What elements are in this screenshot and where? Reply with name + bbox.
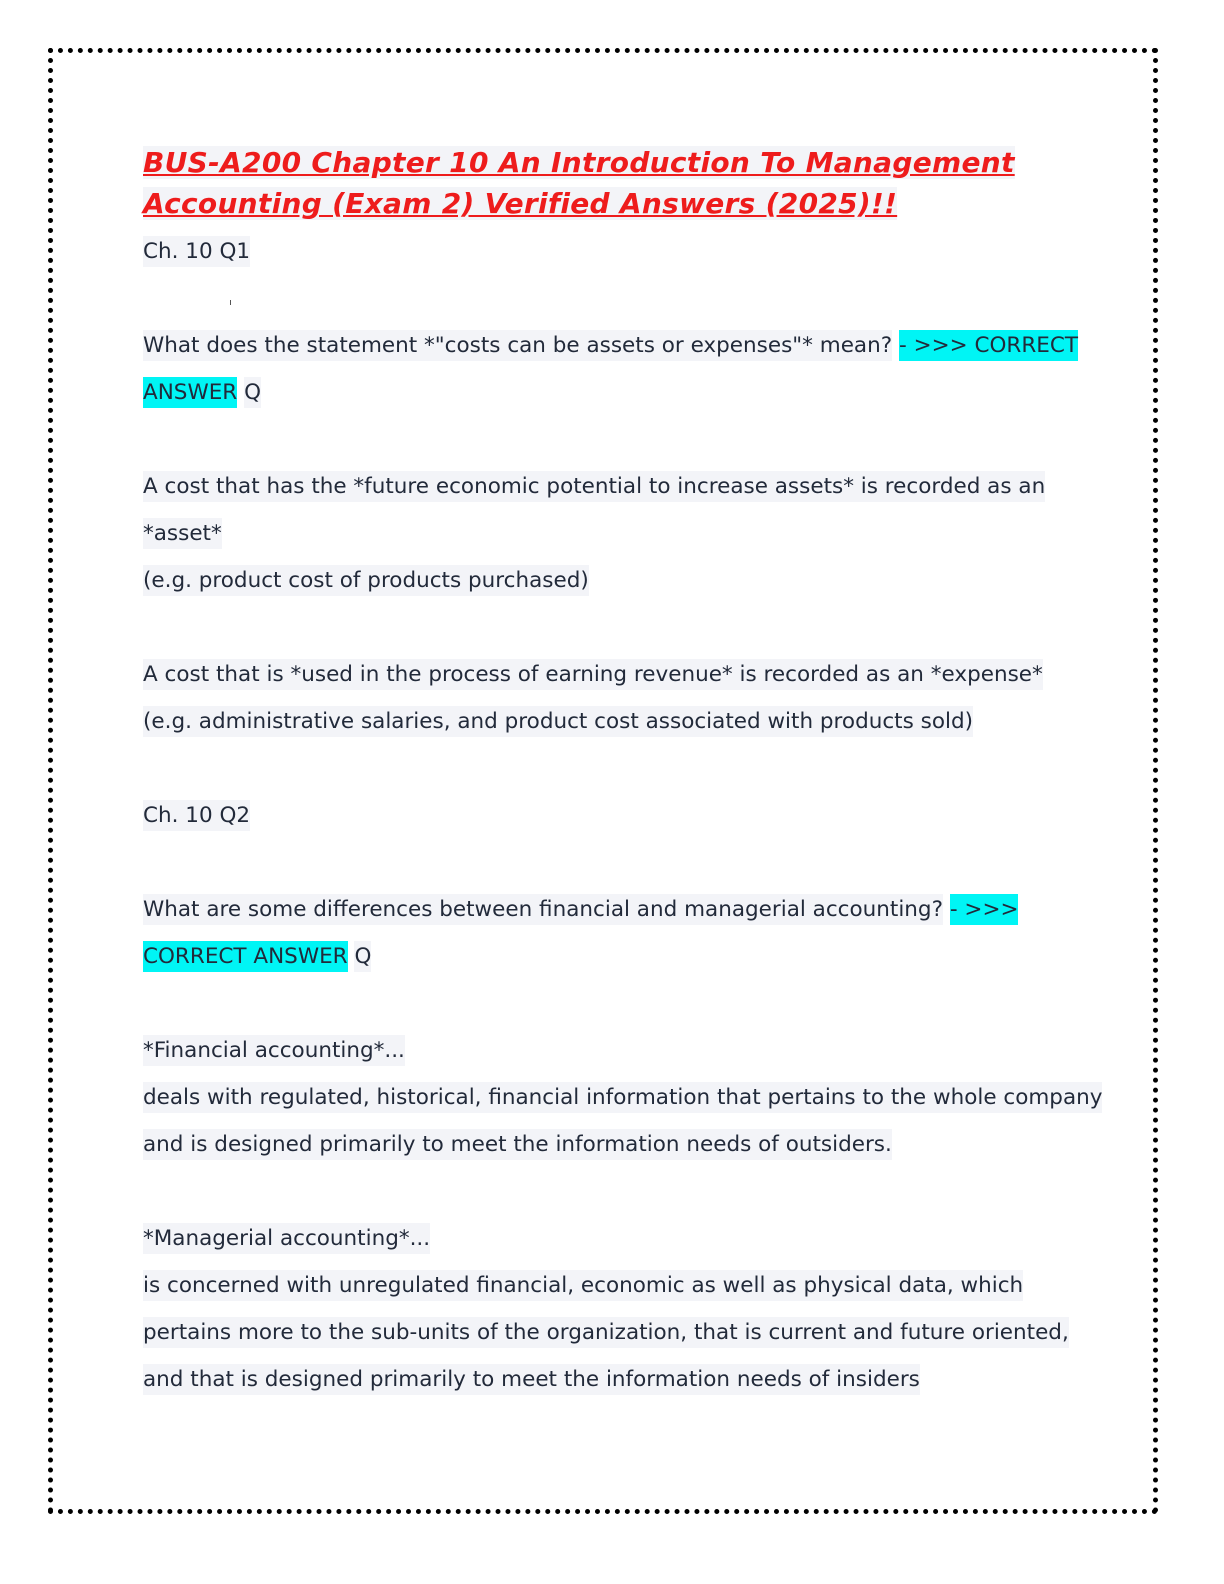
q1-answer-line: A cost that has the *future economic potential to increase assets* is recorded as an (143, 463, 1083, 510)
q2-question-cont (143, 933, 1083, 980)
q1-answer-line: (e.g. product cost of products purchased) (143, 557, 1083, 604)
q1-q-suffix: Q (244, 377, 261, 408)
q1-answer-line: *asset* (143, 510, 1083, 557)
q2-answer-line: and is designed primarily to meet the information needs of outsiders. (143, 1121, 1083, 1168)
q2-correct-answer-marker-cont: CORRECT ANSWER (143, 941, 348, 972)
q2-heading: Ch. 10 Q2 (143, 792, 1083, 839)
q1-question (143, 322, 1083, 369)
q1-correct-answer-marker-cont: ANSWER (143, 377, 237, 408)
q2-answer-line: deals with regulated, historical, financial information that pertains to the whole company (143, 1074, 1083, 1121)
spacer (143, 604, 1083, 651)
document-body (143, 142, 1103, 1403)
q1-answer-line: A cost that is *used in the process of earning revenue* is recorded as an *expense* (143, 651, 1083, 698)
q2-answer-line: *Managerial accounting*... (143, 1215, 1083, 1262)
spacer (143, 416, 1083, 463)
q2-answer-line: and that is designed primarily to meet the information needs of insiders (143, 1356, 1083, 1403)
q1-correct-answer-marker: - >>> CORRECT (899, 330, 1078, 361)
spacer (143, 275, 1083, 322)
q2-question (143, 886, 1083, 933)
spacer (143, 745, 1083, 792)
spacer (143, 1168, 1083, 1215)
q2-answer-line: is concerned with unregulated financial, economic as well as physical data, which (143, 1262, 1083, 1309)
q1-heading: Ch. 10 Q1 (143, 228, 1083, 275)
document-title (143, 142, 1083, 224)
q2-answer-line: pertains more to the sub-units of the organization, that is current and future oriented, (143, 1309, 1083, 1356)
q2-question-text: What are some differences between financial and managerial accounting? (143, 894, 943, 925)
spacer (143, 980, 1083, 1027)
spacer (143, 839, 1083, 886)
title-line-2: Accounting (Exam 2) Verified Answers (2025)!! (143, 187, 898, 220)
q2-correct-answer-marker: - >>> (950, 894, 1019, 925)
title-line-1: BUS-A200 Chapter 10 An Introduction To Management (143, 146, 1015, 179)
q1-answer-line: (e.g. administrative salaries, and product cost associated with products sold) (143, 698, 1083, 745)
q1-question-cont (143, 369, 1083, 416)
q2-answer-line: *Financial accounting*... (143, 1027, 1083, 1074)
q1-question-text: What does the statement *"costs can be assets or expenses"* mean? (143, 330, 892, 361)
q2-q-suffix: Q (354, 941, 371, 972)
